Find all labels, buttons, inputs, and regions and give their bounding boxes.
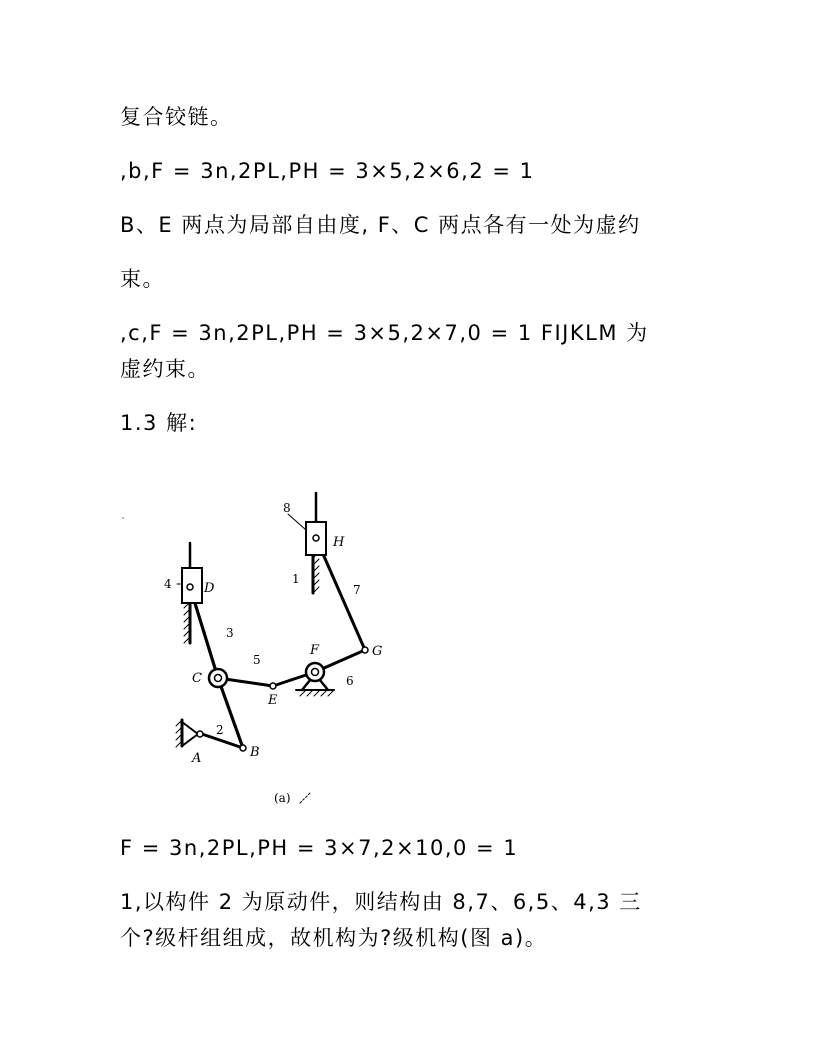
label-point-f: F — [310, 643, 320, 658]
label-link-6: 6 — [346, 674, 354, 688]
label-point-a: A — [192, 751, 202, 766]
label-point-c: C — [192, 671, 202, 686]
text-line-6: 虚约束。 — [120, 357, 210, 381]
text-line-3: B、E 两点为局部自由度, F、C 两点各有一处为虚约 — [120, 213, 641, 237]
label-point-d: D — [204, 581, 215, 596]
label-point-h: H — [333, 535, 345, 550]
text-line-10: 个?级杆组组成，故机构为?级机构(图 a)。 — [120, 926, 548, 950]
label-link-3: 3 — [226, 626, 234, 640]
label-link-1: 1 — [292, 572, 300, 586]
label-point-e: E — [268, 693, 278, 708]
mechanism-figure — [120, 488, 420, 818]
figure-caption: (a) — [274, 791, 291, 805]
label-link-5: 5 — [253, 653, 261, 667]
text-line-2: ,b,F = 3n,2PL,PH = 3×5,2×6,2 = 1 — [120, 159, 535, 183]
label-point-b: B — [250, 745, 260, 760]
label-link-2: 2 — [216, 723, 224, 737]
text-line-1: 复合铰链。 — [120, 105, 233, 129]
label-link-8: 8 — [283, 501, 291, 515]
label-link-7: 7 — [353, 583, 361, 597]
text-line-5: ,c,F = 3n,2PL,PH = 3×5,2×7,0 = 1 FIJKLM 为 — [120, 321, 649, 345]
text-line-4: 束。 — [120, 267, 165, 291]
text-line-8: F = 3n,2PL,PH = 3×7,2×10,0 = 1 — [120, 836, 519, 860]
text-line-7: 1.3 解: — [120, 411, 198, 435]
label-link-4: 4 — [164, 577, 172, 591]
text-line-9: 1,以构件 2 为原动件，则结构由 8,7、6,5、4,3 三 — [120, 890, 642, 914]
label-point-g: G — [372, 644, 383, 659]
